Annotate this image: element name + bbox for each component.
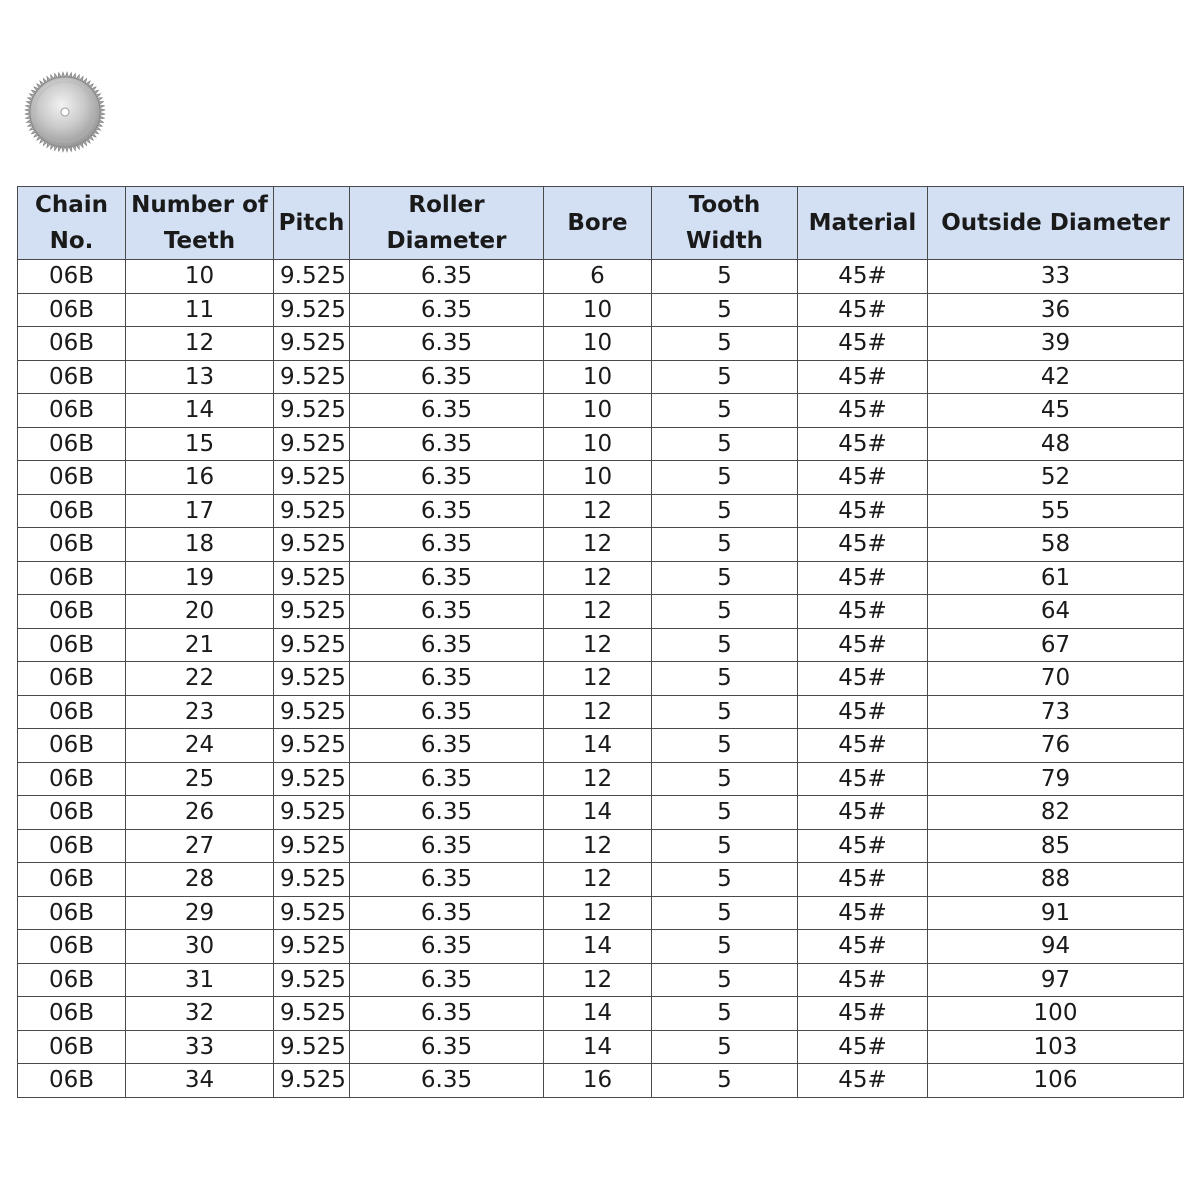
bore-cell: 12 [544,494,652,528]
pitch-cell: 9.525 [274,360,350,394]
teeth-cell: 31 [126,963,274,997]
material-cell: 45# [798,796,928,830]
chain-no-cell: 06B [18,494,126,528]
tooth-width-cell: 5 [652,930,798,964]
material-cell: 45# [798,662,928,696]
chain-no-cell: 06B [18,461,126,495]
chain-no-cell: 06B [18,695,126,729]
outside-diameter-cell: 64 [928,595,1184,629]
chain-no-cell: 06B [18,260,126,294]
bore-cell: 14 [544,997,652,1031]
chain-no-cell: 06B [18,896,126,930]
outside-diameter-cell: 82 [928,796,1184,830]
outside-diameter-cell: 73 [928,695,1184,729]
teeth-cell: 12 [126,327,274,361]
roller-diameter-cell: 6.35 [350,1064,544,1098]
bore-cell: 12 [544,561,652,595]
outside-diameter-cell: 55 [928,494,1184,528]
teeth-cell: 25 [126,762,274,796]
tooth-width-cell: 5 [652,829,798,863]
pitch-cell: 9.525 [274,695,350,729]
teeth-cell: 34 [126,1064,274,1098]
tooth-width-cell: 5 [652,494,798,528]
material-cell: 45# [798,528,928,562]
outside-diameter-cell: 58 [928,528,1184,562]
header-material: Material [798,187,928,260]
chain-no-cell: 06B [18,1064,126,1098]
pitch-cell: 9.525 [274,762,350,796]
roller-diameter-cell: 6.35 [350,595,544,629]
outside-diameter-cell: 97 [928,963,1184,997]
teeth-cell: 19 [126,561,274,595]
outside-diameter-cell: 100 [928,997,1184,1031]
teeth-cell: 15 [126,427,274,461]
tooth-width-cell: 5 [652,729,798,763]
chain-no-cell: 06B [18,829,126,863]
teeth-cell: 32 [126,997,274,1031]
material-cell: 45# [798,427,928,461]
tooth-width-cell: 5 [652,293,798,327]
tooth-width-cell: 5 [652,997,798,1031]
teeth-cell: 18 [126,528,274,562]
pitch-cell: 9.525 [274,1064,350,1098]
pitch-cell: 9.525 [274,327,350,361]
header-bore: Bore [544,187,652,260]
roller-diameter-cell: 6.35 [350,863,544,897]
roller-diameter-cell: 6.35 [350,997,544,1031]
roller-diameter-cell: 6.35 [350,628,544,662]
bore-cell: 14 [544,930,652,964]
table-row [18,528,1184,562]
table-row [18,863,1184,897]
roller-diameter-cell: 6.35 [350,528,544,562]
material-cell: 45# [798,595,928,629]
bore-cell: 12 [544,695,652,729]
bore-cell: 12 [544,896,652,930]
tooth-width-cell: 5 [652,628,798,662]
pitch-cell: 9.525 [274,729,350,763]
chain-no-cell: 06B [18,930,126,964]
table-row [18,930,1184,964]
teeth-cell: 33 [126,1030,274,1064]
outside-diameter-cell: 42 [928,360,1184,394]
table-row [18,796,1184,830]
chain-no-cell: 06B [18,628,126,662]
saw-blade-graphic [24,71,106,153]
pitch-cell: 9.525 [274,394,350,428]
roller-diameter-cell: 6.35 [350,963,544,997]
teeth-cell: 21 [126,628,274,662]
material-cell: 45# [798,394,928,428]
material-cell: 45# [798,1030,928,1064]
bore-cell: 12 [544,528,652,562]
outside-diameter-cell: 52 [928,461,1184,495]
tooth-width-cell: 5 [652,394,798,428]
header-outside-diameter: Outside Diameter [928,187,1184,260]
roller-diameter-cell: 6.35 [350,360,544,394]
bore-cell: 16 [544,1064,652,1098]
pitch-cell: 9.525 [274,528,350,562]
tooth-width-cell: 5 [652,461,798,495]
table-row [18,997,1184,1031]
tooth-width-cell: 5 [652,796,798,830]
table-row [18,729,1184,763]
bore-cell: 12 [544,963,652,997]
material-cell: 45# [798,561,928,595]
tooth-width-cell: 5 [652,595,798,629]
chain-no-cell: 06B [18,796,126,830]
material-cell: 45# [798,729,928,763]
pitch-cell: 9.525 [274,930,350,964]
tooth-width-cell: 5 [652,695,798,729]
chain-no-cell: 06B [18,427,126,461]
table-row [18,561,1184,595]
teeth-cell: 20 [126,595,274,629]
bore-cell: 12 [544,595,652,629]
tooth-width-cell: 5 [652,427,798,461]
bore-cell: 12 [544,762,652,796]
teeth-cell: 29 [126,896,274,930]
table-row [18,896,1184,930]
bore-cell: 14 [544,729,652,763]
tooth-width-cell: 5 [652,360,798,394]
tooth-width-cell: 5 [652,528,798,562]
material-cell: 45# [798,1064,928,1098]
pitch-cell: 9.525 [274,1030,350,1064]
table-row [18,762,1184,796]
teeth-cell: 28 [126,863,274,897]
table-row [18,1064,1184,1098]
outside-diameter-cell: 45 [928,394,1184,428]
pitch-cell: 9.525 [274,829,350,863]
tooth-width-cell: 5 [652,260,798,294]
table-row [18,628,1184,662]
teeth-cell: 22 [126,662,274,696]
table-row [18,595,1184,629]
table-body [18,260,1184,1098]
bore-cell: 12 [544,863,652,897]
teeth-cell: 14 [126,394,274,428]
chain-no-cell: 06B [18,662,126,696]
chain-no-cell: 06B [18,360,126,394]
tooth-width-cell: 5 [652,1064,798,1098]
material-cell: 45# [798,327,928,361]
chain-no-cell: 06B [18,595,126,629]
tooth-width-cell: 5 [652,662,798,696]
pitch-cell: 9.525 [274,427,350,461]
table-row [18,427,1184,461]
tooth-width-cell: 5 [652,561,798,595]
pitch-cell: 9.525 [274,963,350,997]
outside-diameter-cell: 67 [928,628,1184,662]
table-row [18,360,1184,394]
header-pitch: Pitch [274,187,350,260]
pitch-cell: 9.525 [274,595,350,629]
outside-diameter-cell: 39 [928,327,1184,361]
roller-diameter-cell: 6.35 [350,561,544,595]
outside-diameter-cell: 70 [928,662,1184,696]
material-cell: 45# [798,829,928,863]
outside-diameter-cell: 88 [928,863,1184,897]
pitch-cell: 9.525 [274,260,350,294]
bore-cell: 6 [544,260,652,294]
pitch-cell: 9.525 [274,796,350,830]
table-row [18,260,1184,294]
material-cell: 45# [798,695,928,729]
header-chain-no: Chain No. [18,187,126,260]
chain-no-cell: 06B [18,528,126,562]
material-cell: 45# [798,494,928,528]
chain-no-cell: 06B [18,863,126,897]
tooth-width-cell: 5 [652,327,798,361]
pitch-cell: 9.525 [274,293,350,327]
header-tooth-width: Tooth Width [652,187,798,260]
circular-saw-blade-icon [24,71,106,153]
bore-cell: 14 [544,1030,652,1064]
table-row [18,394,1184,428]
teeth-cell: 16 [126,461,274,495]
chain-no-cell: 06B [18,327,126,361]
chain-no-cell: 06B [18,997,126,1031]
pitch-cell: 9.525 [274,494,350,528]
outside-diameter-cell: 85 [928,829,1184,863]
bore-cell: 12 [544,662,652,696]
tooth-width-cell: 5 [652,896,798,930]
material-cell: 45# [798,997,928,1031]
material-cell: 45# [798,863,928,897]
pitch-cell: 9.525 [274,662,350,696]
table-row [18,695,1184,729]
bore-cell: 10 [544,327,652,361]
roller-diameter-cell: 6.35 [350,762,544,796]
outside-diameter-cell: 94 [928,930,1184,964]
teeth-cell: 23 [126,695,274,729]
outside-diameter-cell: 33 [928,260,1184,294]
pitch-cell: 9.525 [274,863,350,897]
bore-cell: 14 [544,796,652,830]
roller-diameter-cell: 6.35 [350,461,544,495]
roller-diameter-cell: 6.35 [350,729,544,763]
chain-no-cell: 06B [18,561,126,595]
pitch-cell: 9.525 [274,461,350,495]
chain-no-cell: 06B [18,293,126,327]
table-row [18,963,1184,997]
outside-diameter-cell: 106 [928,1064,1184,1098]
tooth-width-cell: 5 [652,863,798,897]
roller-diameter-cell: 6.35 [350,796,544,830]
pitch-cell: 9.525 [274,561,350,595]
bore-cell: 10 [544,360,652,394]
table-row [18,461,1184,495]
pitch-cell: 9.525 [274,628,350,662]
material-cell: 45# [798,930,928,964]
teeth-cell: 24 [126,729,274,763]
teeth-cell: 13 [126,360,274,394]
material-cell: 45# [798,293,928,327]
material-cell: 45# [798,896,928,930]
tooth-width-cell: 5 [652,762,798,796]
roller-diameter-cell: 6.35 [350,930,544,964]
table-row [18,1030,1184,1064]
bore-cell: 12 [544,628,652,662]
sprocket-spec-table [17,186,1184,1098]
material-cell: 45# [798,461,928,495]
outside-diameter-cell: 36 [928,293,1184,327]
chain-no-cell: 06B [18,1030,126,1064]
bore-cell: 10 [544,394,652,428]
table-row [18,494,1184,528]
table-header [18,187,1184,260]
outside-diameter-cell: 48 [928,427,1184,461]
roller-diameter-cell: 6.35 [350,695,544,729]
outside-diameter-cell: 79 [928,762,1184,796]
tooth-width-cell: 5 [652,963,798,997]
chain-no-cell: 06B [18,394,126,428]
table-row [18,293,1184,327]
roller-diameter-cell: 6.35 [350,1030,544,1064]
teeth-cell: 30 [126,930,274,964]
header-row [18,187,1184,260]
teeth-cell: 17 [126,494,274,528]
material-cell: 45# [798,762,928,796]
table-row [18,662,1184,696]
material-cell: 45# [798,260,928,294]
roller-diameter-cell: 6.35 [350,293,544,327]
roller-diameter-cell: 6.35 [350,662,544,696]
bore-cell: 10 [544,427,652,461]
header-roller-diameter: Roller Diameter [350,187,544,260]
outside-diameter-cell: 103 [928,1030,1184,1064]
roller-diameter-cell: 6.35 [350,829,544,863]
material-cell: 45# [798,628,928,662]
chain-no-cell: 06B [18,963,126,997]
teeth-cell: 10 [126,260,274,294]
chain-no-cell: 06B [18,762,126,796]
bore-cell: 12 [544,829,652,863]
teeth-cell: 26 [126,796,274,830]
roller-diameter-cell: 6.35 [350,896,544,930]
outside-diameter-cell: 91 [928,896,1184,930]
roller-diameter-cell: 6.35 [350,327,544,361]
teeth-cell: 11 [126,293,274,327]
table-row [18,829,1184,863]
bore-cell: 10 [544,461,652,495]
header-number-of-teeth: Number of Teeth [126,187,274,260]
bore-cell: 10 [544,293,652,327]
pitch-cell: 9.525 [274,896,350,930]
outside-diameter-cell: 61 [928,561,1184,595]
material-cell: 45# [798,360,928,394]
material-cell: 45# [798,963,928,997]
teeth-cell: 27 [126,829,274,863]
roller-diameter-cell: 6.35 [350,394,544,428]
roller-diameter-cell: 6.35 [350,427,544,461]
roller-diameter-cell: 6.35 [350,494,544,528]
outside-diameter-cell: 76 [928,729,1184,763]
chain-no-cell: 06B [18,729,126,763]
tooth-width-cell: 5 [652,1030,798,1064]
pitch-cell: 9.525 [274,997,350,1031]
roller-diameter-cell: 6.35 [350,260,544,294]
table-row [18,327,1184,361]
